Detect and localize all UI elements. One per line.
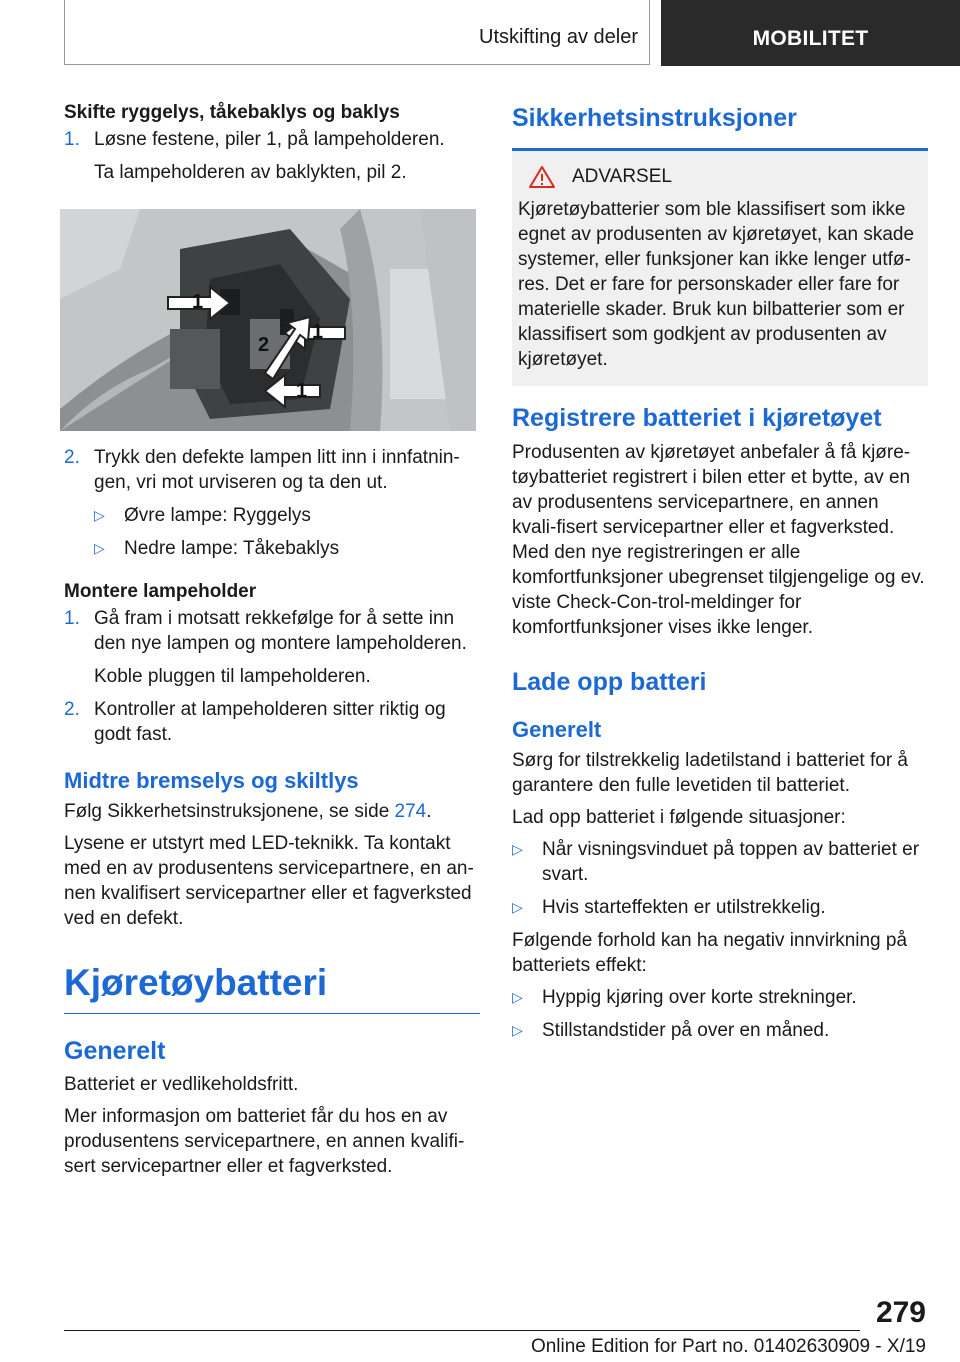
footer-rule bbox=[64, 1330, 860, 1331]
triangle-bullet-icon: ▷ bbox=[512, 841, 523, 857]
bullet-item bbox=[64, 536, 480, 561]
lade-paragraph-2: Lad opp batteriet i følgende situasjoner: bbox=[512, 807, 846, 828]
bullet-item bbox=[512, 837, 928, 887]
tail-light-figure bbox=[60, 209, 476, 431]
header-section-title: Utskifting av deler bbox=[479, 26, 638, 48]
bullet-text: Hvis starteffekten er utilstrekkelig. bbox=[542, 897, 826, 918]
triangle-bullet-icon: ▷ bbox=[512, 899, 523, 915]
bullet-item bbox=[64, 503, 480, 528]
figure-label: 1 bbox=[192, 291, 204, 313]
bullet-list-lamps bbox=[64, 503, 480, 561]
heading-generelt-right: Generelt bbox=[512, 717, 602, 742]
warning-text: Kjøretøybatterier som ble klassifisert som ikke egnet av produsenten av kjøretøyet, kan skade systemer, eller funksjoner kan ikke lenger utfø-res. Det er fare for personskader eller fare for materielle skader. Bruk kun bilbatterier som er klassifisert som godkjent av produsenten av kjøretøyet. bbox=[518, 199, 915, 370]
heading-kjoretoybatteri: Kjøretøybatteri bbox=[64, 962, 328, 1003]
bullet-text: Øvre lampe: Ryggelys bbox=[124, 505, 311, 526]
steps-skifte bbox=[64, 127, 480, 185]
midtre-paragraph-2: Lysene er utstyrt med LED-teknikk. Ta kontakt med en av produsentens servicepartnere, en an-nen kvalifisert servicepartner eller et fagverksted ved en defekt. bbox=[64, 833, 474, 929]
heading-lade: Lade opp batteri bbox=[512, 668, 707, 696]
subhead-skifte: Skifte ryggelys, tåkebaklys og baklys bbox=[64, 102, 400, 123]
left-column bbox=[64, 100, 480, 1186]
triangle-bullet-icon: ▷ bbox=[94, 507, 105, 523]
heading-midtre: Midtre bremselys og skiltlys bbox=[64, 768, 359, 793]
midtre-paragraph-1 bbox=[64, 799, 480, 824]
bullet-text: Når visningsvinduet på toppen av batteriet er svart. bbox=[542, 839, 920, 885]
step-text: Løsne festene, piler 1, på lampeholderen. bbox=[94, 129, 445, 150]
lade-paragraph-3: Følgende forhold kan ha negativ innvirkning på batteriets effekt: bbox=[512, 930, 908, 976]
step-number: 2. bbox=[64, 447, 80, 468]
step-text: Kontroller at lampeholderen sitter riktig og godt fast. bbox=[94, 699, 446, 745]
step-item bbox=[64, 606, 480, 689]
footer-edition: Online Edition for Part no. 01402630909 - X/19 bbox=[530, 1336, 926, 1357]
step-subtext: Koble pluggen til lampeholderen. bbox=[94, 666, 371, 687]
step-item bbox=[64, 697, 480, 747]
page-link[interactable]: 274 bbox=[394, 801, 427, 822]
heading-generelt: Generelt bbox=[64, 1037, 166, 1065]
header-left-rule bbox=[64, 0, 65, 64]
bullet-text: Nedre lampe: Tåkebaklys bbox=[124, 538, 340, 559]
subhead-montere: Montere lampeholder bbox=[64, 581, 257, 602]
figure-label: 1 bbox=[312, 321, 324, 343]
header-chapter-label: MOBILITET bbox=[752, 27, 869, 50]
generelt-paragraph-1: Batteriet er vedlikeholdsfritt. bbox=[64, 1074, 299, 1095]
triangle-bullet-icon: ▷ bbox=[512, 989, 523, 1005]
heading-rule bbox=[64, 1013, 480, 1014]
step-number: 2. bbox=[64, 699, 80, 720]
tail-light-photo bbox=[60, 209, 476, 431]
bullet-text: Stillstandstider på over en måned. bbox=[542, 1020, 830, 1041]
figure-label: 2 bbox=[258, 334, 270, 356]
page-number: 279 bbox=[875, 1296, 926, 1329]
header-separator bbox=[649, 0, 650, 64]
steps-montere bbox=[64, 606, 480, 747]
warning-title-text: ADVARSEL bbox=[572, 166, 672, 187]
step-subtext: Ta lampeholderen av baklykten, pil 2. bbox=[94, 162, 407, 183]
step-text: Gå fram i motsatt rekkefølge for å sette inn den nye lampen og montere lampeholderen. bbox=[94, 608, 467, 654]
heading-registrere: Registrere batteriet i kjøretøyet bbox=[512, 404, 882, 432]
figure-label: 1 bbox=[296, 380, 308, 402]
header-chapter-tab[interactable] bbox=[661, 0, 960, 66]
bullet-list-situations bbox=[512, 837, 928, 920]
step-number: 1. bbox=[64, 129, 80, 150]
header-bottom-rule bbox=[64, 64, 650, 65]
warning-box bbox=[512, 151, 928, 386]
warning-title bbox=[518, 165, 920, 189]
heading-sikkerhet: Sikkerhetsinstruksjoner bbox=[512, 104, 797, 132]
bullet-item bbox=[512, 1018, 928, 1043]
step-item bbox=[64, 445, 480, 495]
registrere-paragraph: Produsenten av kjøretøyet anbefaler å få kjøre-tøybatteriet registrert i bilen etter et bytte, av en av produsentens servicepartnere, en annen kvali-fisert servicepartner eller et fagverksted. Med den nye registreringen er alle komfortfunksjoner ubegrenset tilgjengelige og ev. viste Check-Con-trol-meldinger for komfortfunksjoner vises ikke lenger. bbox=[512, 442, 925, 638]
bullet-item bbox=[512, 895, 928, 920]
right-column bbox=[512, 100, 928, 1051]
midtre-p1-end: . bbox=[426, 801, 432, 822]
bullet-item bbox=[512, 985, 928, 1010]
midtre-p1-text: Følg Sikkerhetsinstruksjonene, se side bbox=[64, 801, 395, 822]
generelt-paragraph-2: Mer informasjon om batteriet får du hos en av produsentens servicepartnere, en annen kvalifi-sert servicepartner eller et fagverksted. bbox=[64, 1106, 465, 1177]
step-item bbox=[64, 127, 480, 185]
warning-triangle-icon bbox=[528, 165, 556, 189]
bullet-text: Hyppig kjøring over korte strekninger. bbox=[542, 987, 857, 1008]
lade-paragraph-1: Sørg for tilstrekkelig ladetilstand i batteriet for å garantere den fulle levetiden til batteriet. bbox=[512, 750, 909, 796]
step-text: Trykk den defekte lampen litt inn i innfatnin-gen, vri mot urviseren og ta den ut. bbox=[94, 447, 460, 493]
triangle-bullet-icon: ▷ bbox=[94, 540, 105, 556]
bullet-list-conditions bbox=[512, 985, 928, 1043]
steps-skifte-cont bbox=[64, 445, 480, 495]
triangle-bullet-icon: ▷ bbox=[512, 1022, 523, 1038]
step-number: 1. bbox=[64, 608, 80, 629]
